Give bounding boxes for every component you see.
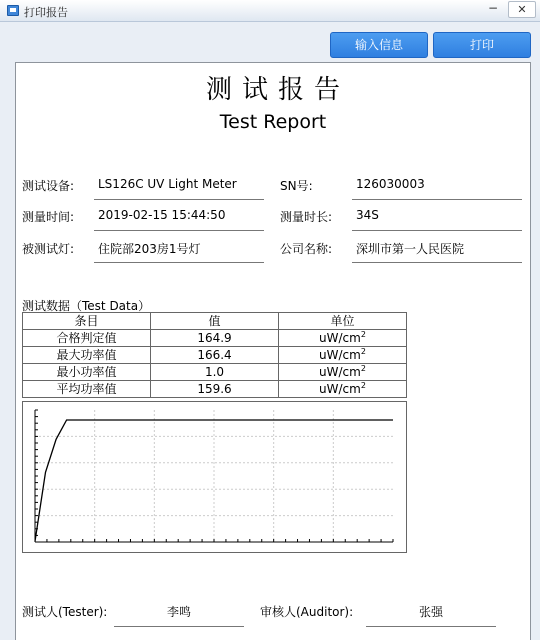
lamp-value: 住院部203房1号灯 [98, 242, 201, 256]
row-value: 164.9 [151, 330, 279, 347]
row-value: 159.6 [151, 381, 279, 398]
table-header-row [23, 313, 407, 330]
unit-base: uW/cm [319, 330, 361, 345]
lamp-underline [94, 262, 264, 263]
row-unit [279, 330, 407, 347]
row-value: 1.0 [151, 364, 279, 381]
app-icon [7, 5, 19, 16]
tester-underline [114, 626, 244, 627]
duration-label: 测量时长: [280, 210, 333, 224]
unit-sup: 2 [360, 346, 366, 356]
unit-base: uW/cm [319, 381, 361, 396]
company-underline [352, 262, 522, 263]
row-unit [279, 364, 407, 381]
time-value: 2019-02-15 15:44:50 [98, 208, 226, 222]
sn-underline [352, 199, 522, 200]
table-row [23, 330, 407, 347]
power-chart [22, 401, 407, 553]
time-label: 测量时间: [22, 210, 75, 224]
auditor-underline [366, 626, 496, 627]
row-item: 平均功率值 [23, 381, 151, 398]
duration-value: 34S [356, 208, 379, 222]
minimize-button[interactable]: − [487, 1, 499, 15]
report-title-cn: 测试报告 [205, 75, 350, 105]
unit-sup: 2 [360, 363, 366, 373]
row-unit [279, 347, 407, 364]
row-value: 166.4 [151, 347, 279, 364]
tester-name: 李鸣 [166, 605, 191, 619]
row-item: 最小功率值 [23, 364, 151, 381]
unit-base: uW/cm [319, 347, 361, 362]
close-button[interactable]: ✕ [508, 1, 536, 18]
window-title: 打印报告 [24, 6, 68, 19]
row-item: 最大功率值 [23, 347, 151, 364]
print-button[interactable]: 打印 [433, 32, 531, 58]
input-info-button[interactable]: 输入信息 [330, 32, 428, 58]
power-chart-svg [23, 402, 408, 554]
table-header: 单位 [279, 313, 407, 330]
company-value: 深圳市第一人民医院 [356, 242, 465, 256]
table-header: 条目 [23, 313, 151, 330]
row-unit [279, 381, 407, 398]
window-titlebar [0, 0, 540, 22]
tester-label: 测试人(Tester): [22, 605, 108, 619]
device-underline [94, 199, 264, 200]
table-row [23, 347, 407, 364]
table-header: 值 [151, 313, 279, 330]
unit-sup: 2 [360, 329, 366, 339]
time-underline [94, 230, 264, 231]
lamp-label: 被测试灯: [22, 242, 75, 256]
report-title-en: Test Report [219, 111, 327, 133]
duration-underline [352, 230, 522, 231]
auditor-label: 审核人(Auditor): [260, 605, 354, 619]
unit-sup: 2 [360, 380, 366, 390]
table-row [23, 381, 407, 398]
report-page [15, 62, 531, 640]
auditor-name: 张强 [418, 605, 443, 619]
sn-label: SN号: [280, 179, 313, 193]
device-label: 测试设备: [22, 179, 75, 193]
row-item: 合格判定值 [23, 330, 151, 347]
device-value: LS126C UV Light Meter [98, 177, 237, 191]
company-label: 公司名称: [280, 242, 333, 256]
test-data-title: 测试数据（Test Data） [22, 299, 151, 313]
sn-value: 126030003 [356, 177, 425, 191]
table-row [23, 364, 407, 381]
unit-base: uW/cm [319, 364, 361, 379]
test-data-table [22, 312, 407, 398]
